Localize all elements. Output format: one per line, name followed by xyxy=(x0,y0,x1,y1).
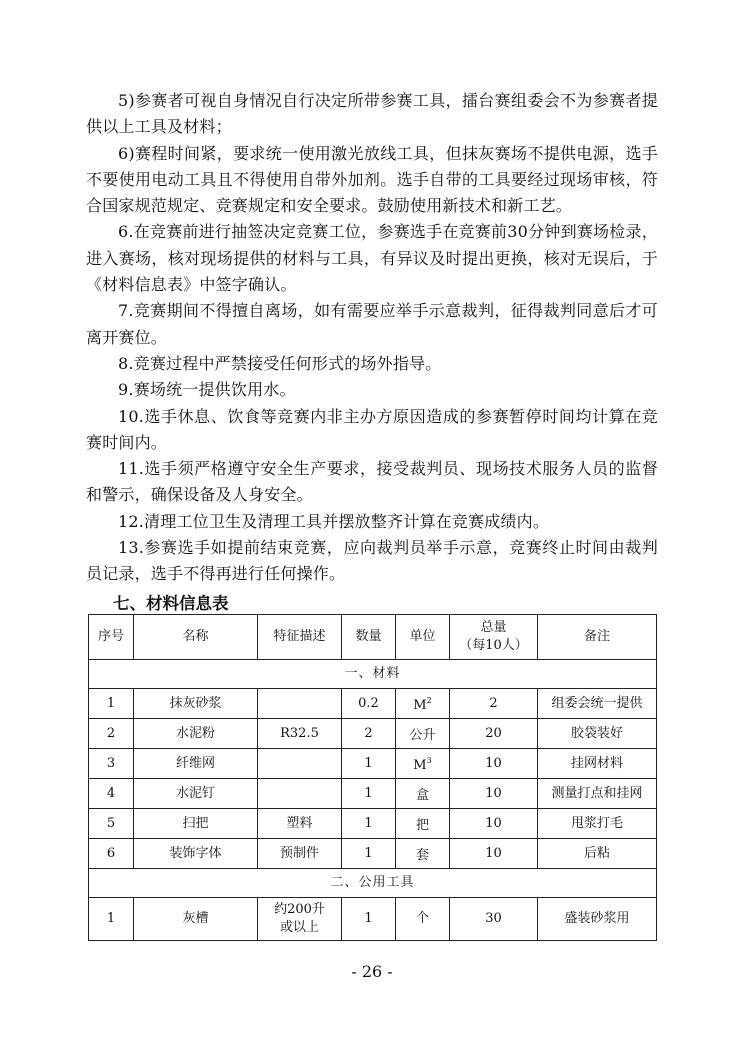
materials-table xyxy=(88,614,657,941)
cell-unit: 个 xyxy=(396,898,450,941)
unit-base: M xyxy=(413,758,427,773)
cell-no: 4 xyxy=(89,779,134,809)
cell-no: 5 xyxy=(89,809,134,839)
page-number: - 26 - xyxy=(351,962,393,981)
unit-base: 公升 xyxy=(409,728,436,743)
cell-no: 6 xyxy=(89,839,134,869)
cell-total: 30 xyxy=(450,898,538,941)
unit-base: M xyxy=(413,698,427,713)
cell-total: 10 xyxy=(450,809,538,839)
cell-qty: 1 xyxy=(342,809,396,839)
header-name: 名称 xyxy=(134,615,258,660)
cell-name: 装饰字体 xyxy=(134,839,258,869)
header-total-line2: （每10人） xyxy=(459,638,528,653)
unit-superscript: 3 xyxy=(426,756,432,765)
cell-note: 盛装砂浆用 xyxy=(538,898,657,941)
paragraph-item-7: 7.竞赛期间不得擅自离场，如有需要应举手示意裁判，征得裁判同意后才可离开赛位。 xyxy=(86,301,658,347)
body-text xyxy=(86,88,658,588)
cell-total: 10 xyxy=(450,839,538,869)
cell-spec-line1: 约200升 xyxy=(274,902,325,917)
cell-no: 2 xyxy=(89,719,134,749)
cell-spec xyxy=(258,898,342,941)
cell-total: 2 xyxy=(450,689,538,719)
table-row xyxy=(89,719,657,749)
cell-no: 1 xyxy=(89,689,134,719)
table-row xyxy=(89,839,657,869)
cell-unit xyxy=(396,839,450,869)
header-total xyxy=(450,615,538,660)
header-no: 序号 xyxy=(89,615,134,660)
cell-name: 抹灰砂浆 xyxy=(134,689,258,719)
table-row xyxy=(89,689,657,719)
paragraph-item-6: 6.在竞赛前进行抽签决定竞赛工位，参赛选手在竞赛前30分钟到赛场检录，进入赛场，核对现场提供的材料与工具，有异议及时提出更换，核对无误后，于《材料信息表》中签字确认。 xyxy=(86,222,658,295)
cell-spec xyxy=(258,749,342,779)
cell-name: 水泥钉 xyxy=(134,779,258,809)
cell-note: 后粘 xyxy=(538,839,657,869)
cell-total: 20 xyxy=(450,719,538,749)
header-total-line1: 总量 xyxy=(480,620,507,635)
group-label: 二、公用工具 xyxy=(89,869,657,898)
paragraph-item-8: 8.竞赛过程中严禁接受任何形式的场外指导。 xyxy=(118,353,442,373)
cell-unit xyxy=(396,689,450,719)
unit-base: 盒 xyxy=(415,788,429,803)
paragraph-rule-5: 5)参赛者可视自身情况自行决定所带参赛工具，擂台赛组委会不为参赛者提供以上工具及材料； xyxy=(86,91,658,137)
header-note: 备注 xyxy=(538,615,657,660)
paragraph-item-12: 12.清理工位卫生及清理工具并摆放整齐计算在竞赛成绩内。 xyxy=(118,511,550,531)
cell-spec-line2: 或以上 xyxy=(279,920,319,935)
cell-spec xyxy=(258,689,342,719)
header-unit: 单位 xyxy=(396,615,450,660)
paragraph-item-13: 13.参赛选手如提前结束竞赛，应向裁判员举手示意，竞赛终止时间由裁判员记录，选手不得再进行任何操作。 xyxy=(86,538,658,584)
cell-name: 灰槽 xyxy=(134,898,258,941)
table-row xyxy=(89,809,657,839)
cell-qty: 1 xyxy=(342,898,396,941)
cell-qty: 1 xyxy=(342,779,396,809)
cell-unit xyxy=(396,719,450,749)
cell-note: 胶袋装好 xyxy=(538,719,657,749)
section-heading: 七、材料信息表 xyxy=(113,594,229,613)
header-qty: 数量 xyxy=(342,615,396,660)
cell-note: 挂网材料 xyxy=(538,749,657,779)
table-row xyxy=(89,779,657,809)
group-label: 一、材料 xyxy=(89,660,657,689)
table-header-row xyxy=(89,615,657,660)
cell-unit xyxy=(396,809,450,839)
header-spec: 特征描述 xyxy=(258,615,342,660)
cell-total: 10 xyxy=(450,779,538,809)
paragraph-item-9: 9.赛场统一提供饮用水。 xyxy=(118,380,296,400)
cell-spec: R32.5 xyxy=(258,719,342,749)
cell-qty: 1 xyxy=(342,749,396,779)
unit-base: 把 xyxy=(415,818,429,833)
cell-spec: 塑料 xyxy=(258,809,342,839)
cell-note: 组委会统一提供 xyxy=(538,689,657,719)
cell-note: 甩浆打毛 xyxy=(538,809,657,839)
unit-superscript: 2 xyxy=(426,696,432,705)
cell-unit xyxy=(396,779,450,809)
paragraph-item-11: 11.选手须严格遵守安全生产要求，接受裁判员、现场技术服务人员的监督和警示，确保设备及人身安全。 xyxy=(86,459,658,505)
cell-name: 扫把 xyxy=(134,809,258,839)
paragraph-item-10: 10.选手休息、饮食等竞赛内非主办方原因造成的参赛暂停时间均计算在竞赛时间内。 xyxy=(86,406,658,452)
cell-note: 测量打点和挂网 xyxy=(538,779,657,809)
cell-qty: 2 xyxy=(342,719,396,749)
cell-qty: 1 xyxy=(342,839,396,869)
cell-spec xyxy=(258,779,342,809)
cell-no: 1 xyxy=(89,898,134,941)
table-row xyxy=(89,749,657,779)
group-row-common-tools xyxy=(89,869,657,898)
paragraph-rule-6a: 6)赛程时间紧，要求统一使用激光放线工具，但抹灰赛场不提供电源，选手不要使用电动工具且不得使用自带外加剂。选手自带的工具要经过现场审核，符合国家规范规定、竞赛规定和安全要求。鼓励使用新技术和新工艺。 xyxy=(86,143,658,216)
cell-total: 10 xyxy=(450,749,538,779)
cell-no: 3 xyxy=(89,749,134,779)
cell-name: 水泥粉 xyxy=(134,719,258,749)
cell-unit xyxy=(396,749,450,779)
cell-spec: 预制件 xyxy=(258,839,342,869)
table-row xyxy=(89,898,657,941)
unit-base: 套 xyxy=(415,848,429,863)
cell-qty: 0.2 xyxy=(342,689,396,719)
cell-name: 纤维网 xyxy=(134,749,258,779)
group-row-materials xyxy=(89,660,657,689)
